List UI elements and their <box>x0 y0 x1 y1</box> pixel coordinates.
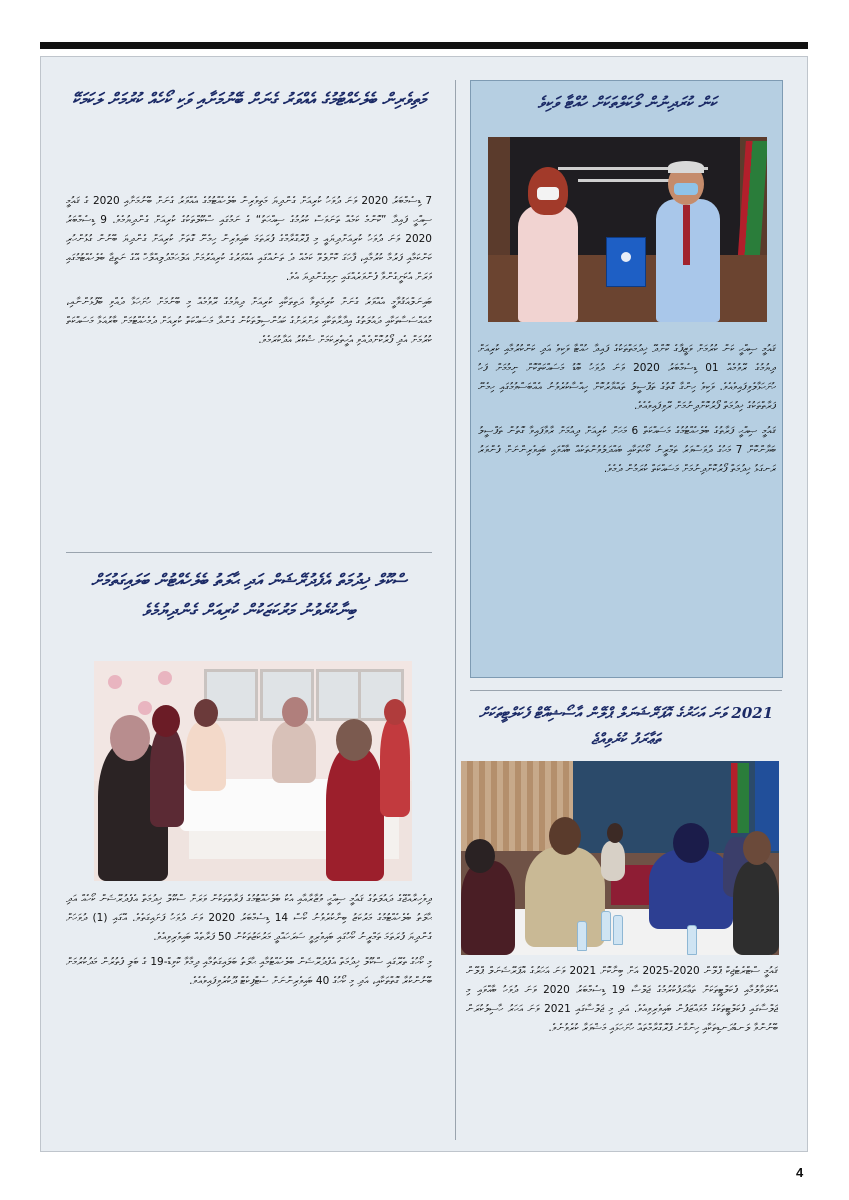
wallpaper-flower <box>108 675 122 689</box>
article-headline: ސްކޫލް ޚިދުމަތް އެފެދުރޭޝަން އަދި ޙާލަތު ބެލެހެއްޓުން ބަލައިގަތުމަށް ބިނާކުރެވުނު މަރުކަޒަކުން ކުރިއަށް ގެންދިޔުމެވެ <box>91 571 407 621</box>
face-mask <box>537 187 559 200</box>
certificate-folder <box>606 237 646 287</box>
person-head <box>465 839 495 873</box>
article-body <box>478 340 776 670</box>
article-body <box>66 192 432 532</box>
person <box>733 861 779 955</box>
person <box>380 717 410 817</box>
training-session-photo <box>94 661 412 881</box>
article-right-bottom <box>470 700 782 754</box>
person <box>326 747 384 881</box>
section-divider-right <box>470 690 782 691</box>
article-paragraph: ޤައުމީ ޞިއްޙީ ކަން ކުރުމަށް ވަޒީފާގެ ކޮށްދޭ ޚިދުމަތްތަކުގެ ފައިދާ ހުއްޓާ ވަކިވެ އަދި ކަންކުރުމާއި ކުރިއަށް ދިޔުމުގެ ރޭވުމެއް 01 ޑިސެމްބަރު 2020 ވަނަ ދުވަހު ބޮޑު މަސައްކަތްކޮށް ނިމުމަށް ފަހު ހުށަހަޅާލެވިފައިވެއެވެ. ވަކިވެ ހިންގާ ގޮތުގެ ތަފްސީލު ތައްޔާރުކޮށް ހިއްސާކުރެވުނު އެއްބަސްވުމުގައި ހިމެނޭ ފަރާތްތަކުގެ ޚިދުމަތް ފޯރުކޮށްދިނުމަށް ރޭވިފައިވެއެވެ. <box>478 343 776 412</box>
article-paragraph: ޤައުމީ ސްޓްރެޓެޖިކް ޕްލޭން 2020-2025 އަށް ބިނާކޮށް 2021 ވަނަ އަހަރުގެ އޮޕަރޭޝަނަލް ޕްލޭން އެކުލަވާލުމާއި ފެކަލްޓީތަކަށް ތަޢާރަފުކުރުމުގެ ޖަލްސާ 19 ޑިސެމްބަރު 2020 ވަނަ ދުވަހު ބާއްވައި މި ޖަލްސާގައި ފެކަލްޓީތަކުގެ މުވައްޒަފުން ބައިވެރިވިއެވެ. އަދި މި ޖަލްސާގައި 2021 ވަނަ އަހަރު ހާސިލުކުރަން ބޭނުންވާ ލަނޑުދަނޑިތަކާއި ހިންގާނެ ޕްރޮގްރާމްތައް ހުށަހަޅައި މަޝްވަރާ ކުރެވުނެވެ. <box>466 965 778 1034</box>
meeting-photo <box>461 761 779 955</box>
column-divider <box>455 80 456 1140</box>
article-body <box>466 962 778 1138</box>
water-bottle <box>687 925 697 955</box>
person-head <box>384 699 406 725</box>
article-right-top <box>476 90 778 118</box>
article-left-bottom <box>66 566 432 656</box>
article-paragraph: މި ކޯހުގެ ތެރޭގައި ސްކޫލް ޚިދުމަތް އެފެދުރޭޝަން ބެލެހެއްޓުމާއި ޙާލަތު ބަލައިގަތުމާއި ދިމާވާ ކޮވިޑް-19 ގެ ބަލި ފެތުރުން މަދުކުރުމަށް ބޭނުންކުރާ ގޮތްތަކާއި، އަދި މި ކޯހުގެ 40 ބައިވެރިންނަށް ސެޓްފިކެޓް ދޫކުރެވިފައިވެއެވެ. <box>66 956 432 987</box>
person <box>601 841 625 881</box>
person-head <box>549 817 581 855</box>
water-bottle <box>577 921 587 951</box>
person-head <box>607 823 623 843</box>
water-bottle <box>613 915 623 945</box>
person-head <box>110 715 150 761</box>
person <box>186 721 226 791</box>
person-hair <box>668 161 704 173</box>
article-left-top <box>66 84 432 182</box>
page-number: 4 <box>796 1165 804 1180</box>
article-headline: ކަން ކުރަދިނުން ލޯކަލްތަކަށް ހުއްޓާ ވަކިވެ <box>537 93 717 112</box>
person-head <box>194 699 218 727</box>
article-paragraph: 7 ޑިސެމްބަރު 2020 ވަނަ ދުވަހު ކުރިއަށް ގެންދިޔަ މަތިވެރިން ބެލެހެއްޓުމުގެ އެއްވަރު ގެނަށް ބޭނުމަށާއި 2020 ގެ ޤައުމީ ސިއްޙީ ފައިދާ ”ކޮންމެ ކަމެއް ތަނަވަސް ކުރުމުގެ ސިއްޙަތު“ ގެ ނަމުގައި ސްކޫލްތަކުގެ ކުރިއަށް ގެންދިޔުމެވެ. 9 ޑިސެމްބަރު 2020 ވަނަ ދުވަހު ކުރިއަށްދިޔައީ މި ޕްރޮގްރާމްގެ ފުރަތަމަ ބައިވެރިން ހިމެނޭ ގޮތަށް ކުރިއަށް ގެންދިޔަ ބޭނުން ގުޅުންހުރި ކަންކަމާއި ފަރުމާ ކުރުމާއި، ފާހަގަ ކޮށްލެވޭ ކަމެއް ދެ ތަނެއްގައި އެއްވަރުގެ ކުރިއެރުމަށް އަލްޙަމްދުލިއްލާހް އޭގެ ނަތީޖާ ބެލެހެއްޓުމުގައި ވަރަށް އެކަށީގެންވާ ފެންވަރެއްގައި ނިމިގެންދިޔަ އެވެ. <box>66 195 432 283</box>
person <box>525 847 605 947</box>
tie <box>683 205 690 265</box>
article-paragraph: ދިވެހިރާއްޖޭގެ ދައުލަތުގެ ޤައުމީ ޞިއްޙީ ވުޒާރާއާއި އެކު ބެލެހެއްޓުމުގެ ފަރާތްތަކުން ވަރަށް ސްކޫލް ޚިދުމަތް އެފެދުރޭޝަން ކޯހެއް އަދި ޙާލަތު ބެލެހެއްޓުމުގެ މަރުކަޒު ބިނާކުރެވުނު ކޯސް 14 ޑިސެމްބަރު 2020 ވަނަ ދުވަހު ފަށައިގަތެވެ. އޭގައި (1) ދުވަހަށް ގެންދިޔަ ފުރަތަމަ ތަމްރީނު ކޯހުގައި ބައިވެރިވީ ސަރަހައްދީ މަރުކަޒުތަކުން 50 ފަރާތެއް ބައިވެރިވިއެވެ. <box>66 893 432 943</box>
person-head <box>743 831 771 865</box>
article-body <box>66 890 432 1136</box>
wallpaper-flower <box>138 701 152 715</box>
person-head <box>152 705 180 737</box>
certificate-handover-photo <box>488 137 767 322</box>
top-rule <box>40 42 808 49</box>
person <box>272 721 316 783</box>
face-mask <box>674 183 698 195</box>
water-bottle <box>601 911 611 941</box>
article-headline: މަތިވެރިން ބެލެހެއްޓުމުގެ އެއްވަރު ގެނަށް ބޭނުމަށާއި ވަކި ކޯހެއް ކުރުމަށް ލަކަމަކޭ <box>72 90 426 110</box>
person <box>150 727 184 827</box>
person-head <box>673 823 709 863</box>
person <box>518 205 578 322</box>
logo-icon <box>621 252 631 262</box>
article-paragraph: ޤައުމީ ޞިއްޙީ ފަރާތުގެ ބެލެހެއްޓުމުގެ މަސައްކަތް 6 މަހަށް ކުރިއަށް ދިއުމަށް ރާވާފައިވާ ގޮތުން ތަފްސީލު ބަޔާންކޮށް 7 މަހުގެ ދުވަސްވަރު ތަމްރީނު ކޯހުތަކާއި ބައްދަލުވުންތަކެއް ބާއްވައި ބައިވެރިންނަށް ފެންވަރު ރަނގަޅު ޚިދުމަތް ފޯރުކޮށްދިނުމަށް މަސައްކަތް ކުރަމުން ދެމެވެ. <box>478 425 776 475</box>
article-headline: 2021 ވަނަ އަހަރުގެ އޮޕަރޭޝަނަލް ޕްލޭން އާސޯޝިއޭޓް ފެކަލްޓީތަކަށް ތަޢާރަފު ކުރެވިއްޖެ <box>478 704 774 748</box>
person-head <box>282 697 308 727</box>
wallpaper-flower <box>158 671 172 685</box>
person <box>461 861 515 955</box>
person-head <box>336 719 372 761</box>
article-paragraph: ބައިނަލްއަޤުވާމީ އެއްވަރު ގެނަށް ކުރިމަތިވާ ދަތިތަކާއި ކުރިއަށް ދިޔުމުގެ ރޭވުމެއް މި ބޭނުމަށް ހުށަހަޅާ ދެއްވި ބޭފުޅުންނާއި، މުއައްސަސާތަކާއި ދައުލަތުގެ އިދާރާތަކާއި ރަށްރަށުގެ ކައުންސިލްތަކުން ގެންދާ މަސައްކަތް ކުރިއަށް ދެމެހެއްޓުމަށް ބާރުއަޅާ މަސައްކަތް ކުރުމަށް އެދި ފޯރުކޮށްދެއްވި އެހީތެރިކަމަށް ޝުކުރު އަދާކުރަމެވެ. <box>66 296 432 346</box>
section-divider-left <box>66 552 432 553</box>
flag <box>731 763 749 833</box>
